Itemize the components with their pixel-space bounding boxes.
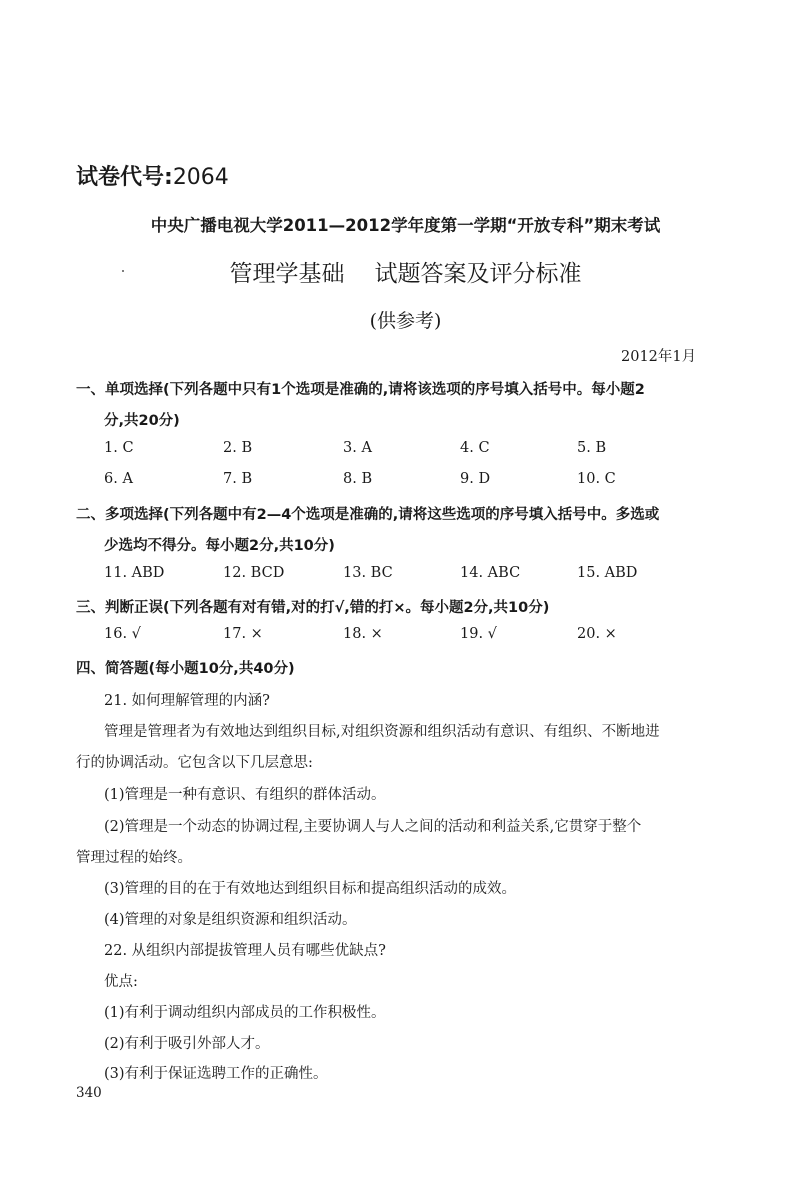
answer-21-point-2-line1: (2)管理是一个动态的协调过程,主要协调人与人之间的活动和利益关系,它贯穿于整个 bbox=[104, 819, 642, 835]
answer-22-point-2: (2)有利于吸引外部人才。 bbox=[104, 1036, 270, 1052]
section3-title: 三、判断正误(下列各题有对有错,对的打√,错的打×。每小题2分,共10分) bbox=[76, 600, 550, 616]
exam-code-number: 2064 bbox=[172, 165, 229, 190]
answer-item: 18. × bbox=[343, 626, 383, 642]
section1-title-line1: 一、单项选择(下列各题中只有1个选项是准确的,请将该选项的序号填入括号中。每小题2 bbox=[76, 382, 645, 398]
section1-title-line2: 分,共20分) bbox=[104, 413, 180, 429]
subject-name: 管理学基础 bbox=[229, 261, 345, 287]
answer-item: 4. C bbox=[460, 440, 490, 456]
question-21: 21. 如何理解管理的内涵? bbox=[104, 693, 270, 709]
answer-22-point-3: (3)有利于保证选聘工作的正确性。 bbox=[104, 1066, 328, 1082]
answer-21-point-4: (4)管理的对象是组织资源和组织活动。 bbox=[104, 912, 357, 928]
answer-item: 13. BC bbox=[343, 565, 393, 581]
answer-item: 11. ABD bbox=[104, 565, 165, 581]
answer-21-point-3: (3)管理的目的在于有效地达到组织目标和提高组织活动的成效。 bbox=[104, 881, 517, 897]
exam-title: 中央广播电视大学2011—2012学年度第一学期“开放专科”期末考试 bbox=[150, 216, 661, 235]
answer-item: 9. D bbox=[460, 471, 491, 487]
exam-code-label: 试卷代号: bbox=[76, 165, 173, 190]
answer-item: 19. √ bbox=[460, 626, 497, 642]
answer-item: 8. B bbox=[343, 471, 373, 487]
answer-item: 14. ABC bbox=[460, 565, 521, 581]
answer-item: 1. C bbox=[104, 440, 134, 456]
document-title bbox=[0, 255, 811, 288]
answer-item: 5. B bbox=[577, 440, 607, 456]
exam-date: 2012年1月 bbox=[621, 349, 697, 365]
answer-21-intro-line2: 行的协调活动。它包含以下几层意思: bbox=[76, 755, 313, 771]
answer-item: 2. B bbox=[223, 440, 253, 456]
reference-note: (供参考) bbox=[369, 310, 442, 332]
answer-item: 7. B bbox=[223, 471, 253, 487]
exam-code bbox=[76, 160, 229, 191]
answer-item: 3. A bbox=[343, 440, 372, 456]
answer-21-point-1: (1)管理是一种有意识、有组织的群体活动。 bbox=[104, 787, 386, 803]
answer-21-intro-line1: 管理是管理者为有效地达到组织目标,对组织资源和组织活动有意识、有组织、不断地进 bbox=[104, 724, 660, 740]
answer-item: 16. √ bbox=[104, 626, 141, 642]
page-number: 340 bbox=[76, 1085, 102, 1101]
answer-22-advantages-label: 优点: bbox=[104, 974, 138, 990]
answer-item: 6. A bbox=[104, 471, 133, 487]
answer-item: 15. ABD bbox=[577, 565, 638, 581]
answer-item: 10. C bbox=[577, 471, 616, 487]
answer-item: 20. × bbox=[577, 626, 617, 642]
answer-22-point-1: (1)有利于调动组织内部成员的工作积极性。 bbox=[104, 1005, 386, 1021]
document-type: 试题答案及评分标准 bbox=[374, 261, 582, 287]
section4-title: 四、简答题(每小题10分,共40分) bbox=[76, 661, 295, 677]
answer-21-point-2-line2: 管理过程的始终。 bbox=[76, 850, 192, 866]
section2-title-line1: 二、多项选择(下列各题中有2—4个选项是准确的,请将这些选项的序号填入括号中。多选或 bbox=[76, 507, 660, 523]
answer-item: 12. BCD bbox=[223, 565, 285, 581]
answer-item: 17. × bbox=[223, 626, 263, 642]
section2-title-line2: 少选均不得分。每小题2分,共10分) bbox=[104, 538, 335, 554]
question-22: 22. 从组织内部提拔管理人员有哪些优缺点? bbox=[104, 943, 386, 959]
